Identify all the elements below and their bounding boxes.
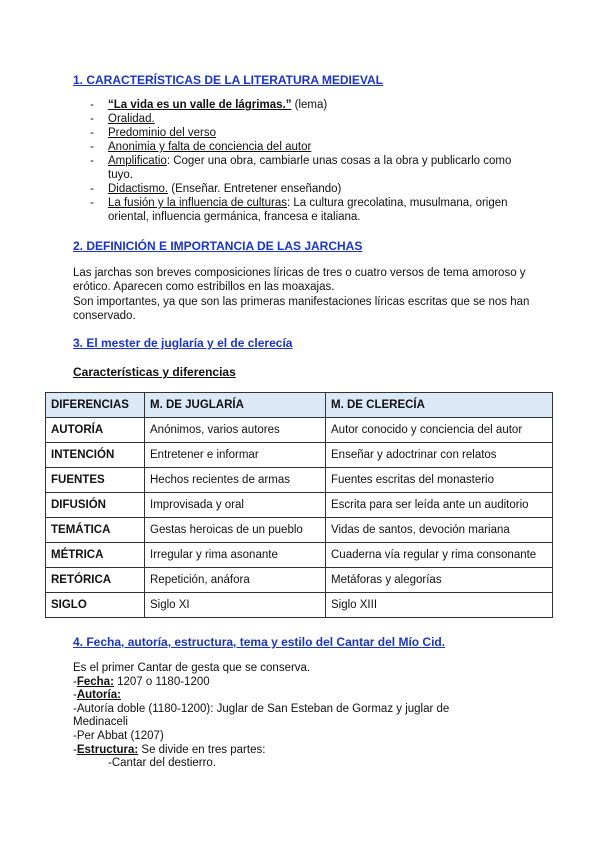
- table-row: [46, 468, 553, 493]
- row-label: RETÓRICA: [46, 568, 145, 593]
- item-key: “La vida es un valle de lágrimas.”: [108, 99, 292, 111]
- table-cell: Autor conocido y conciencia del autor: [326, 418, 553, 443]
- table-cell: Gestas heroicas de un pueblo: [145, 518, 326, 543]
- table-cell: Irregular y rima asonante: [145, 543, 326, 568]
- item-key: Didactismo.: [108, 183, 169, 195]
- table-row: [46, 493, 553, 518]
- autoria-detail: Medinaceli: [73, 716, 128, 729]
- table-cell: Enseñar y adoctrinar con relatos: [326, 443, 553, 468]
- section2-heading: 2. DEFINICIÓN E IMPORTANCIA DE LAS JARCHAS: [73, 239, 363, 253]
- row-label: FUENTES: [46, 468, 145, 493]
- item-key: La fusión y la influencia de culturas: [108, 197, 287, 209]
- autoria-detail: -Autoría doble (1180-1200): Juglar de San Esteban de Gormaz y juglar de: [73, 702, 450, 715]
- item-key: Predominio del verso: [108, 127, 217, 139]
- fecha-value: 1207 o 1180-1200: [113, 675, 210, 688]
- table-row: [46, 518, 553, 543]
- estructura-part: -Cantar del destierro.: [108, 757, 217, 770]
- estructura-label: Estructura:: [76, 743, 139, 756]
- characteristics-list: [90, 98, 530, 224]
- table-cell: Anónimos, varios autores: [145, 418, 326, 443]
- table-row: [46, 443, 553, 468]
- jarchas-definition: Las jarchas son breves composiciones líricas de tres o cuatro versos de tema amoroso y erótico. Aparecen como estribillos en las moaxajas.: [73, 267, 526, 294]
- table-cell: Siglo XI: [145, 593, 326, 618]
- table-cell: Vidas de santos, devoción mariana: [326, 518, 553, 543]
- list-item: [90, 154, 530, 182]
- table-row: [46, 543, 553, 568]
- table-row: [46, 593, 553, 618]
- fecha-line: -Fecha: 1207 o 1180-1200: [73, 675, 210, 688]
- item-text: (lema): [291, 99, 328, 111]
- item-key: Oralidad.: [108, 113, 155, 125]
- table-cell: Improvisada y oral: [145, 493, 326, 518]
- table-cell: Entretener e informar: [145, 443, 326, 468]
- header-cell: M. DE JUGLARÍA: [145, 393, 326, 418]
- table-cell: Siglo XIII: [326, 593, 553, 618]
- autoria-line: -Autoría:: [73, 689, 121, 702]
- table-cell: Fuentes escritas del monasterio: [326, 468, 553, 493]
- row-label: INTENCIÓN: [46, 443, 145, 468]
- table-cell: Escrita para ser leída ante un auditorio: [326, 493, 553, 518]
- cid-details: [73, 662, 533, 771]
- header-cell: DIFERENCIAS: [46, 393, 145, 418]
- list-item: [90, 182, 530, 196]
- item-key: Amplificatio: [108, 155, 167, 167]
- estructura-line: -Estructura: Se divide en tres partes:: [73, 743, 266, 756]
- list-item: [90, 196, 530, 224]
- autoria-label: Autoría:: [76, 689, 121, 702]
- table-subtitle: Características y diferencias: [73, 365, 236, 379]
- autoria-detail: -Per Abbat (1207): [73, 729, 164, 742]
- list-item: [90, 98, 530, 112]
- table-cell: Hechos recientes de armas: [145, 468, 326, 493]
- list-item: [90, 112, 530, 126]
- table-header-row: [46, 393, 553, 418]
- row-label: TEMÁTICA: [46, 518, 145, 543]
- jarchas-importance: Son importantes, ya que son las primeras manifestaciones líricas escritas que se nos han conservado.: [73, 296, 530, 323]
- row-label: MÉTRICA: [46, 543, 145, 568]
- table-row: [46, 568, 553, 593]
- item-key: Anonimia y falta de conciencia del autor: [108, 141, 312, 153]
- row-label: SIGLO: [46, 593, 145, 618]
- table-row: [46, 418, 553, 443]
- table-cell: Metáforas y alegorías: [326, 568, 553, 593]
- table-cell: Repetición, anáfora: [145, 568, 326, 593]
- item-text: : Coger una obra, cambiarle unas cosas a la obra y publicarlo como tuyo.: [108, 155, 512, 181]
- section3-heading: 3. El mester de juglaría y el de clerecía: [73, 336, 293, 350]
- row-label: AUTORÍA: [46, 418, 145, 443]
- header-cell: M. DE CLERECÍA: [326, 393, 553, 418]
- list-item: [90, 140, 530, 154]
- estructura-value: Se divide en tres partes:: [138, 743, 266, 756]
- fecha-label: Fecha:: [76, 675, 114, 688]
- list-item: [90, 126, 530, 140]
- row-label: DIFUSIÓN: [46, 493, 145, 518]
- section1-heading: 1. CARACTERÍSTICAS DE LA LITERATURA MEDIEVAL: [73, 73, 384, 87]
- section4-heading: 4. Fecha, autoría, estructura, tema y estilo del Cantar del Mío Cid.: [73, 635, 446, 649]
- table-cell: Cuaderna vía regular y rima consonante: [326, 543, 553, 568]
- mester-comparison-table: [45, 392, 553, 618]
- cid-intro: Es el primer Cantar de gesta que se conserva.: [73, 662, 311, 674]
- item-text: : La cultura grecolatina, musulmana, origen oriental, influencia germánica, francesa e italiana.: [108, 197, 508, 223]
- item-text: (Enseñar. Entretener enseñando): [168, 183, 342, 195]
